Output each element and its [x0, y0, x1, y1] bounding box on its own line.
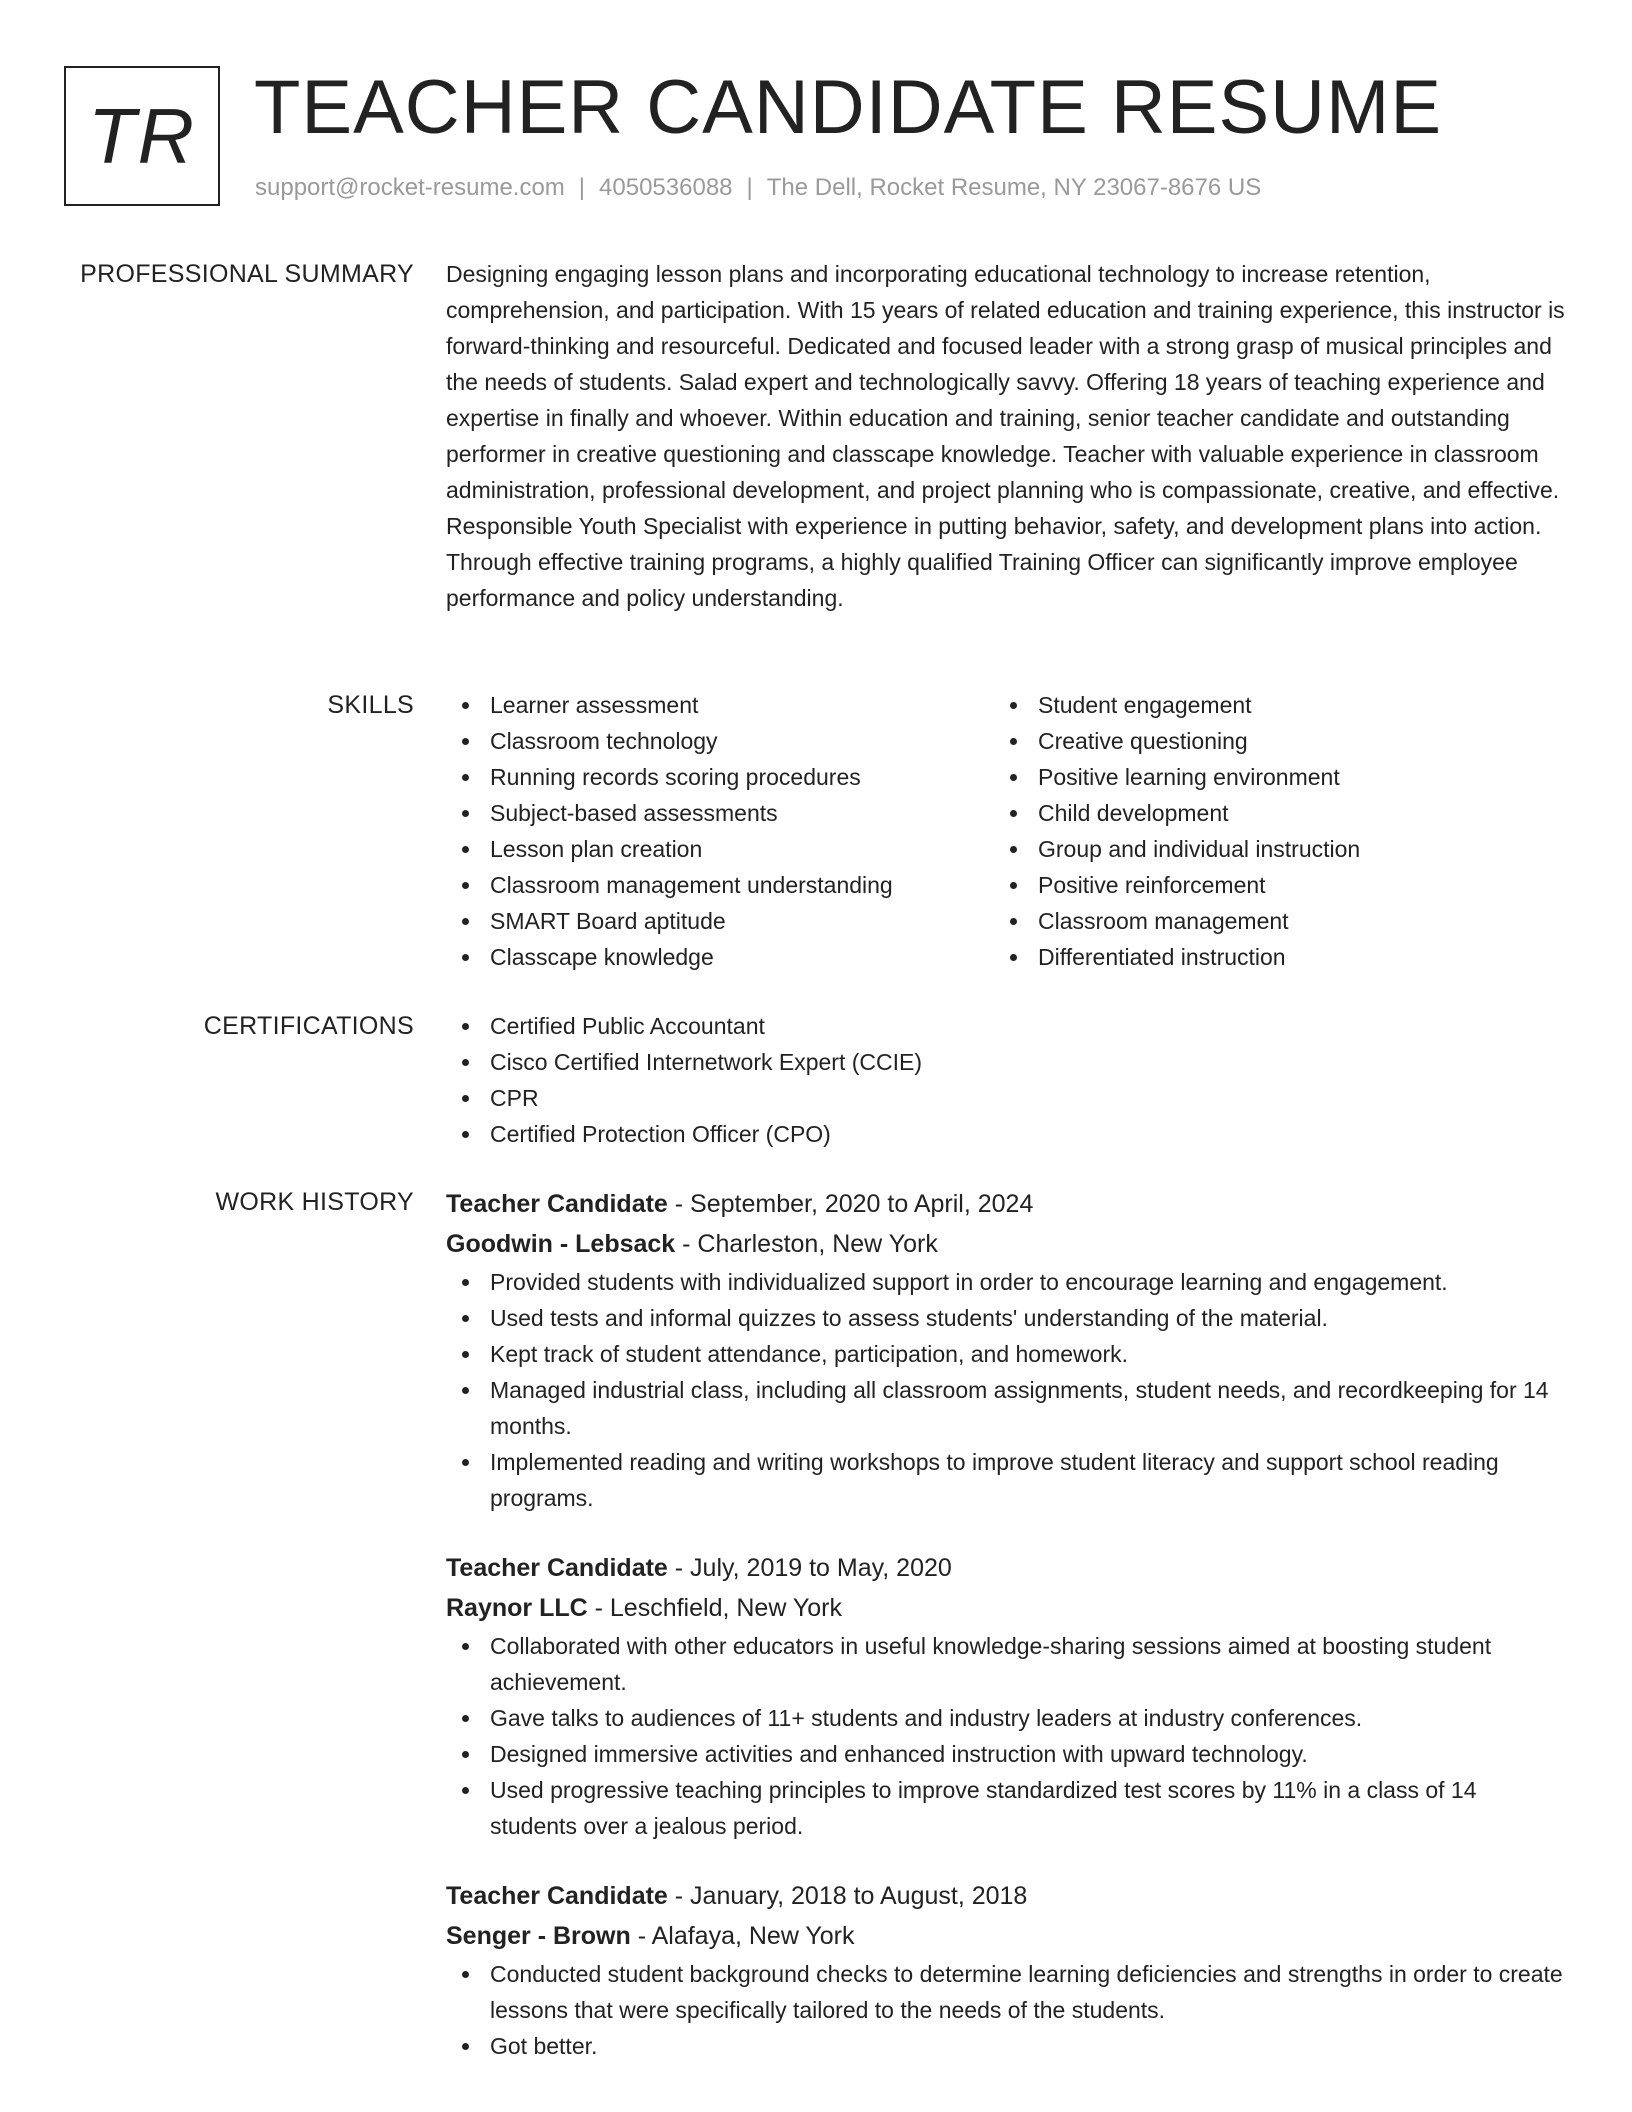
job-bullet: Used tests and informal quizzes to assess students' understanding of the material. [446, 1300, 1568, 1336]
resume-title: TEACHER CANDIDATE RESUME [254, 65, 1443, 150]
job-company-line [446, 1224, 1568, 1264]
job-company: Raynor LLC [446, 1594, 588, 1622]
job-bullets [446, 1628, 1568, 1844]
job-company: Goodwin - Lebsack [446, 1230, 676, 1258]
job-dates: - January, 2018 to August, 2018 [667, 1882, 1028, 1910]
skill-item: Positive learning environment [994, 759, 1542, 795]
job-bullet: Got better. [446, 2028, 1568, 2064]
job-title: Teacher Candidate [446, 1882, 668, 1910]
skills-list-right [994, 687, 1542, 975]
monogram-logo: TR [64, 66, 220, 206]
skill-item: Differentiated instruction [994, 939, 1542, 975]
skill-item: Running records scoring procedures [446, 759, 994, 795]
skill-item: Learner assessment [446, 687, 994, 723]
resume-header [64, 64, 1568, 214]
job-entry [446, 1876, 1568, 2064]
job-bullet: Designed immersive activities and enhanced instruction with upward technology. [446, 1736, 1568, 1772]
section-label-skills: SKILLS [327, 691, 414, 719]
job-bullet: Managed industrial class, including all classroom assignments, student needs, and recordkeeping for 14 months. [446, 1372, 1568, 1444]
job-bullets [446, 1956, 1568, 2064]
job-title-line [446, 1184, 1568, 1224]
contact-separator: | [746, 174, 753, 201]
certification-item: Certified Public Accountant [446, 1008, 1568, 1044]
work-history-body [446, 1184, 1568, 2096]
job-title-line [446, 1876, 1568, 1916]
job-entry [446, 1184, 1568, 1516]
section-label-summary: PROFESSIONAL SUMMARY [80, 260, 414, 288]
contact-email: support@rocket-resume.com [255, 174, 565, 201]
section-label-work-history: WORK HISTORY [215, 1188, 414, 1216]
skill-item: SMART Board aptitude [446, 903, 994, 939]
skill-item: Classroom technology [446, 723, 994, 759]
contact-address: The Dell, Rocket Resume, NY 23067-8676 US [766, 174, 1262, 201]
job-bullets [446, 1264, 1568, 1516]
skills-list-left [446, 687, 994, 975]
job-entry [446, 1548, 1568, 1844]
skills-body [446, 687, 1568, 975]
job-dates: - July, 2019 to May, 2020 [667, 1554, 952, 1582]
certification-item: CPR [446, 1080, 1568, 1116]
skill-item: Lesson plan creation [446, 831, 994, 867]
job-dates: - September, 2020 to April, 2024 [667, 1190, 1034, 1218]
job-company-line [446, 1916, 1568, 1956]
section-work-history [64, 1184, 1568, 2112]
summary-text: Designing engaging lesson plans and incorporating educational technology to increase retention, comprehension, and participation. With 15 years of related education and training experience, this instructor is forward-thinking and resourceful. Dedicated and focused leader with a strong grasp of musical principles and the needs of students. Salad expert and technologically savvy. Offering 18 years of teaching experience and expertise in finally and whoever. Within education and training, senior teacher candidate and outstanding performer in creative questioning and classcape knowledge. Teacher with valuable experience in classroom administration, professional development, and project planning who is compassionate, creative, and effective. Responsible Youth Specialist with experience in putting behavior, safety, and development plans into action. Through effective training programs, a highly qualified Training Officer can significantly improve employee performance and policy understanding. [446, 261, 1565, 611]
skill-item: Positive reinforcement [994, 867, 1542, 903]
job-bullet: Gave talks to audiences of 11+ students and industry leaders at industry conferences. [446, 1700, 1568, 1736]
job-bullet: Conducted student background checks to determine learning deficiencies and strengths in order to create lessons that were specifically tailored to the needs of the students. [446, 1956, 1568, 2028]
job-location: - Alafaya, New York [630, 1922, 855, 1950]
skill-item: Creative questioning [994, 723, 1542, 759]
section-label-certifications: CERTIFICATIONS [203, 1012, 414, 1040]
contact-line [255, 174, 1261, 202]
job-location: - Leschfield, New York [587, 1594, 842, 1622]
job-bullet: Implemented reading and writing workshops to improve student literacy and support school reading programs. [446, 1444, 1568, 1516]
job-company-line [446, 1588, 1568, 1628]
job-company: Senger - Brown [446, 1922, 631, 1950]
job-title-line [446, 1548, 1568, 1588]
job-bullet: Collaborated with other educators in useful knowledge-sharing sessions aimed at boosting student achievement. [446, 1628, 1568, 1700]
section-skills [64, 687, 1568, 987]
skill-item: Classcape knowledge [446, 939, 994, 975]
skill-item: Group and individual instruction [994, 831, 1542, 867]
skill-item: Student engagement [994, 687, 1542, 723]
certification-item: Certified Protection Officer (CPO) [446, 1116, 1568, 1152]
skill-item: Child development [994, 795, 1542, 831]
job-bullet: Provided students with individualized support in order to encourage learning and engagement. [446, 1264, 1568, 1300]
certifications-body [446, 1008, 1568, 1152]
job-bullet: Kept track of student attendance, participation, and homework. [446, 1336, 1568, 1372]
section-certifications [64, 1008, 1568, 1168]
skill-item: Subject-based assessments [446, 795, 994, 831]
certifications-list [446, 1008, 1568, 1152]
job-title: Teacher Candidate [446, 1190, 668, 1218]
contact-separator: | [578, 174, 586, 201]
job-location: - Charleston, New York [675, 1230, 938, 1258]
section-summary [64, 256, 1568, 656]
skill-item: Classroom management [994, 903, 1542, 939]
skill-item: Classroom management understanding [446, 867, 994, 903]
contact-phone: 4050536088 [599, 174, 733, 201]
job-title: Teacher Candidate [446, 1554, 668, 1582]
job-bullet: Used progressive teaching principles to improve standardized test scores by 11% in a class of 14 students over a jealous period. [446, 1772, 1568, 1844]
certification-item: Cisco Certified Internetwork Expert (CCIE) [446, 1044, 1568, 1080]
